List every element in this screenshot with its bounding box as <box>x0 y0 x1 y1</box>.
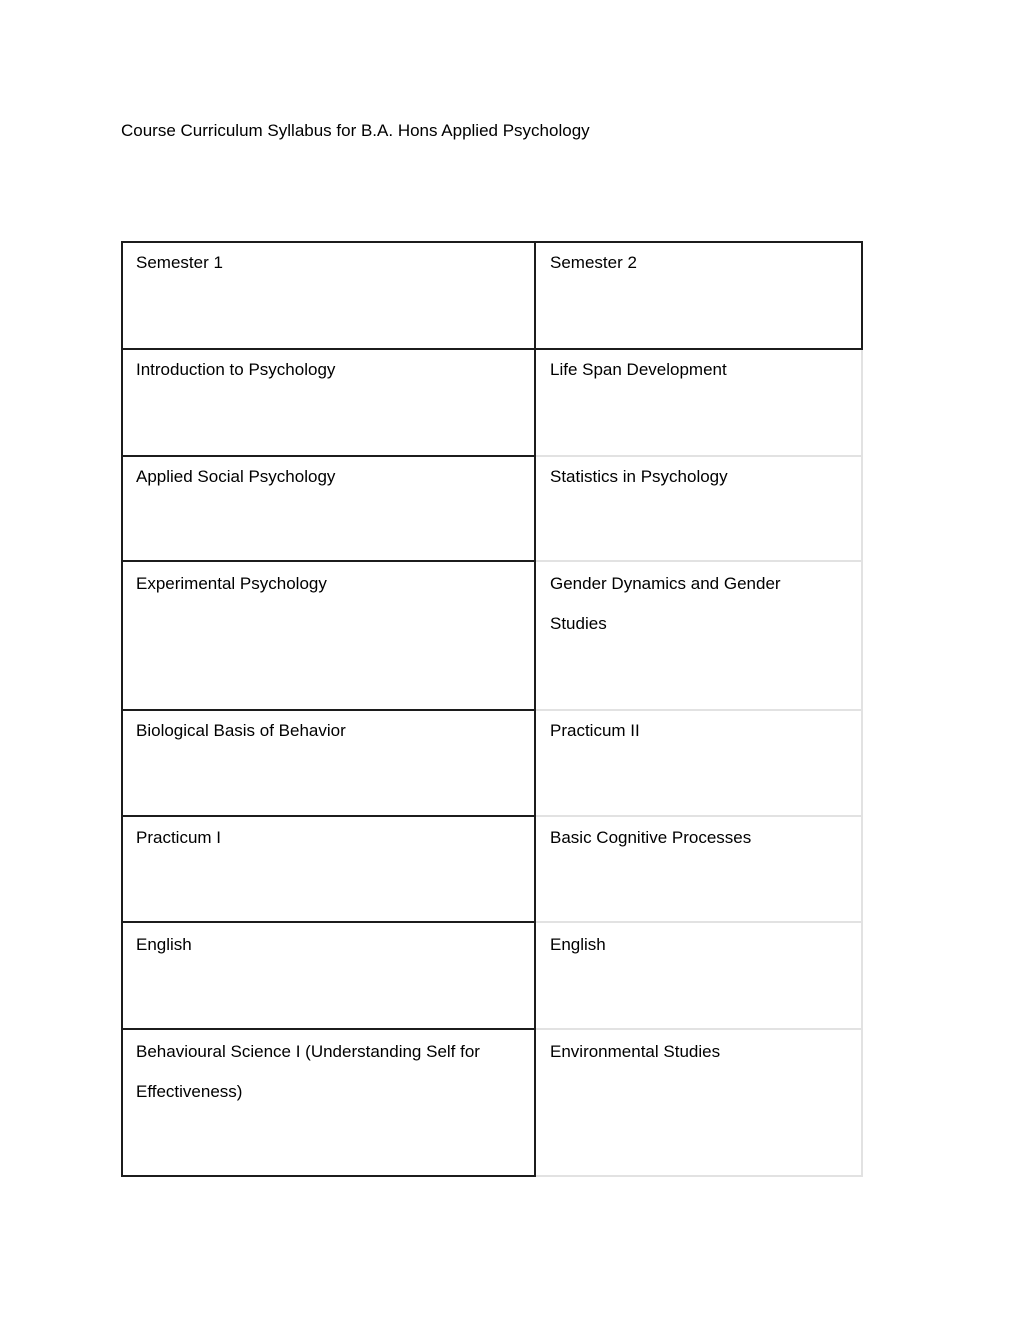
document-title: Course Curriculum Syllabus for B.A. Hons Applied Psychology <box>121 121 590 140</box>
table-border <box>121 709 536 711</box>
table-header-cell: Semester 1 <box>136 253 223 272</box>
table-cell: Experimental Psychology <box>136 574 327 593</box>
table-cell: English <box>550 935 606 954</box>
table-border <box>121 921 536 923</box>
table-cell: Introduction to Psychology <box>136 360 336 379</box>
table-cell: Biological Basis of Behavior <box>136 721 346 740</box>
table-cell: Basic Cognitive Processes <box>550 828 752 847</box>
table-border <box>121 560 536 562</box>
table-cell: English <box>136 935 192 954</box>
table-border <box>121 348 863 350</box>
table-border <box>536 815 861 817</box>
table-border <box>121 1028 536 1030</box>
table-border <box>121 1175 536 1177</box>
table-border <box>536 1028 861 1030</box>
table-cell: Gender Dynamics and Gender Studies <box>550 574 781 633</box>
table-border <box>861 350 863 1177</box>
table-cell: Life Span Development <box>550 360 727 379</box>
table-border <box>536 709 861 711</box>
table-cell: Statistics in Psychology <box>550 467 728 486</box>
table-cell: Practicum II <box>550 721 640 740</box>
table-header-cell: Semester 2 <box>550 253 637 272</box>
table-border <box>536 560 861 562</box>
table-border <box>121 815 536 817</box>
table-border <box>536 921 861 923</box>
table-cell: Applied Social Psychology <box>136 467 336 486</box>
table-cell: Practicum I <box>136 828 222 847</box>
semester-table <box>121 241 863 1177</box>
table-border <box>536 455 861 457</box>
table-cell: Environmental Studies <box>550 1042 721 1061</box>
table-cell: Behavioural Science I (Understanding Self for Effectiveness) <box>136 1042 480 1101</box>
table-border <box>121 455 536 457</box>
table-border <box>121 241 863 243</box>
table-border <box>536 1175 863 1177</box>
table-border <box>861 241 863 350</box>
